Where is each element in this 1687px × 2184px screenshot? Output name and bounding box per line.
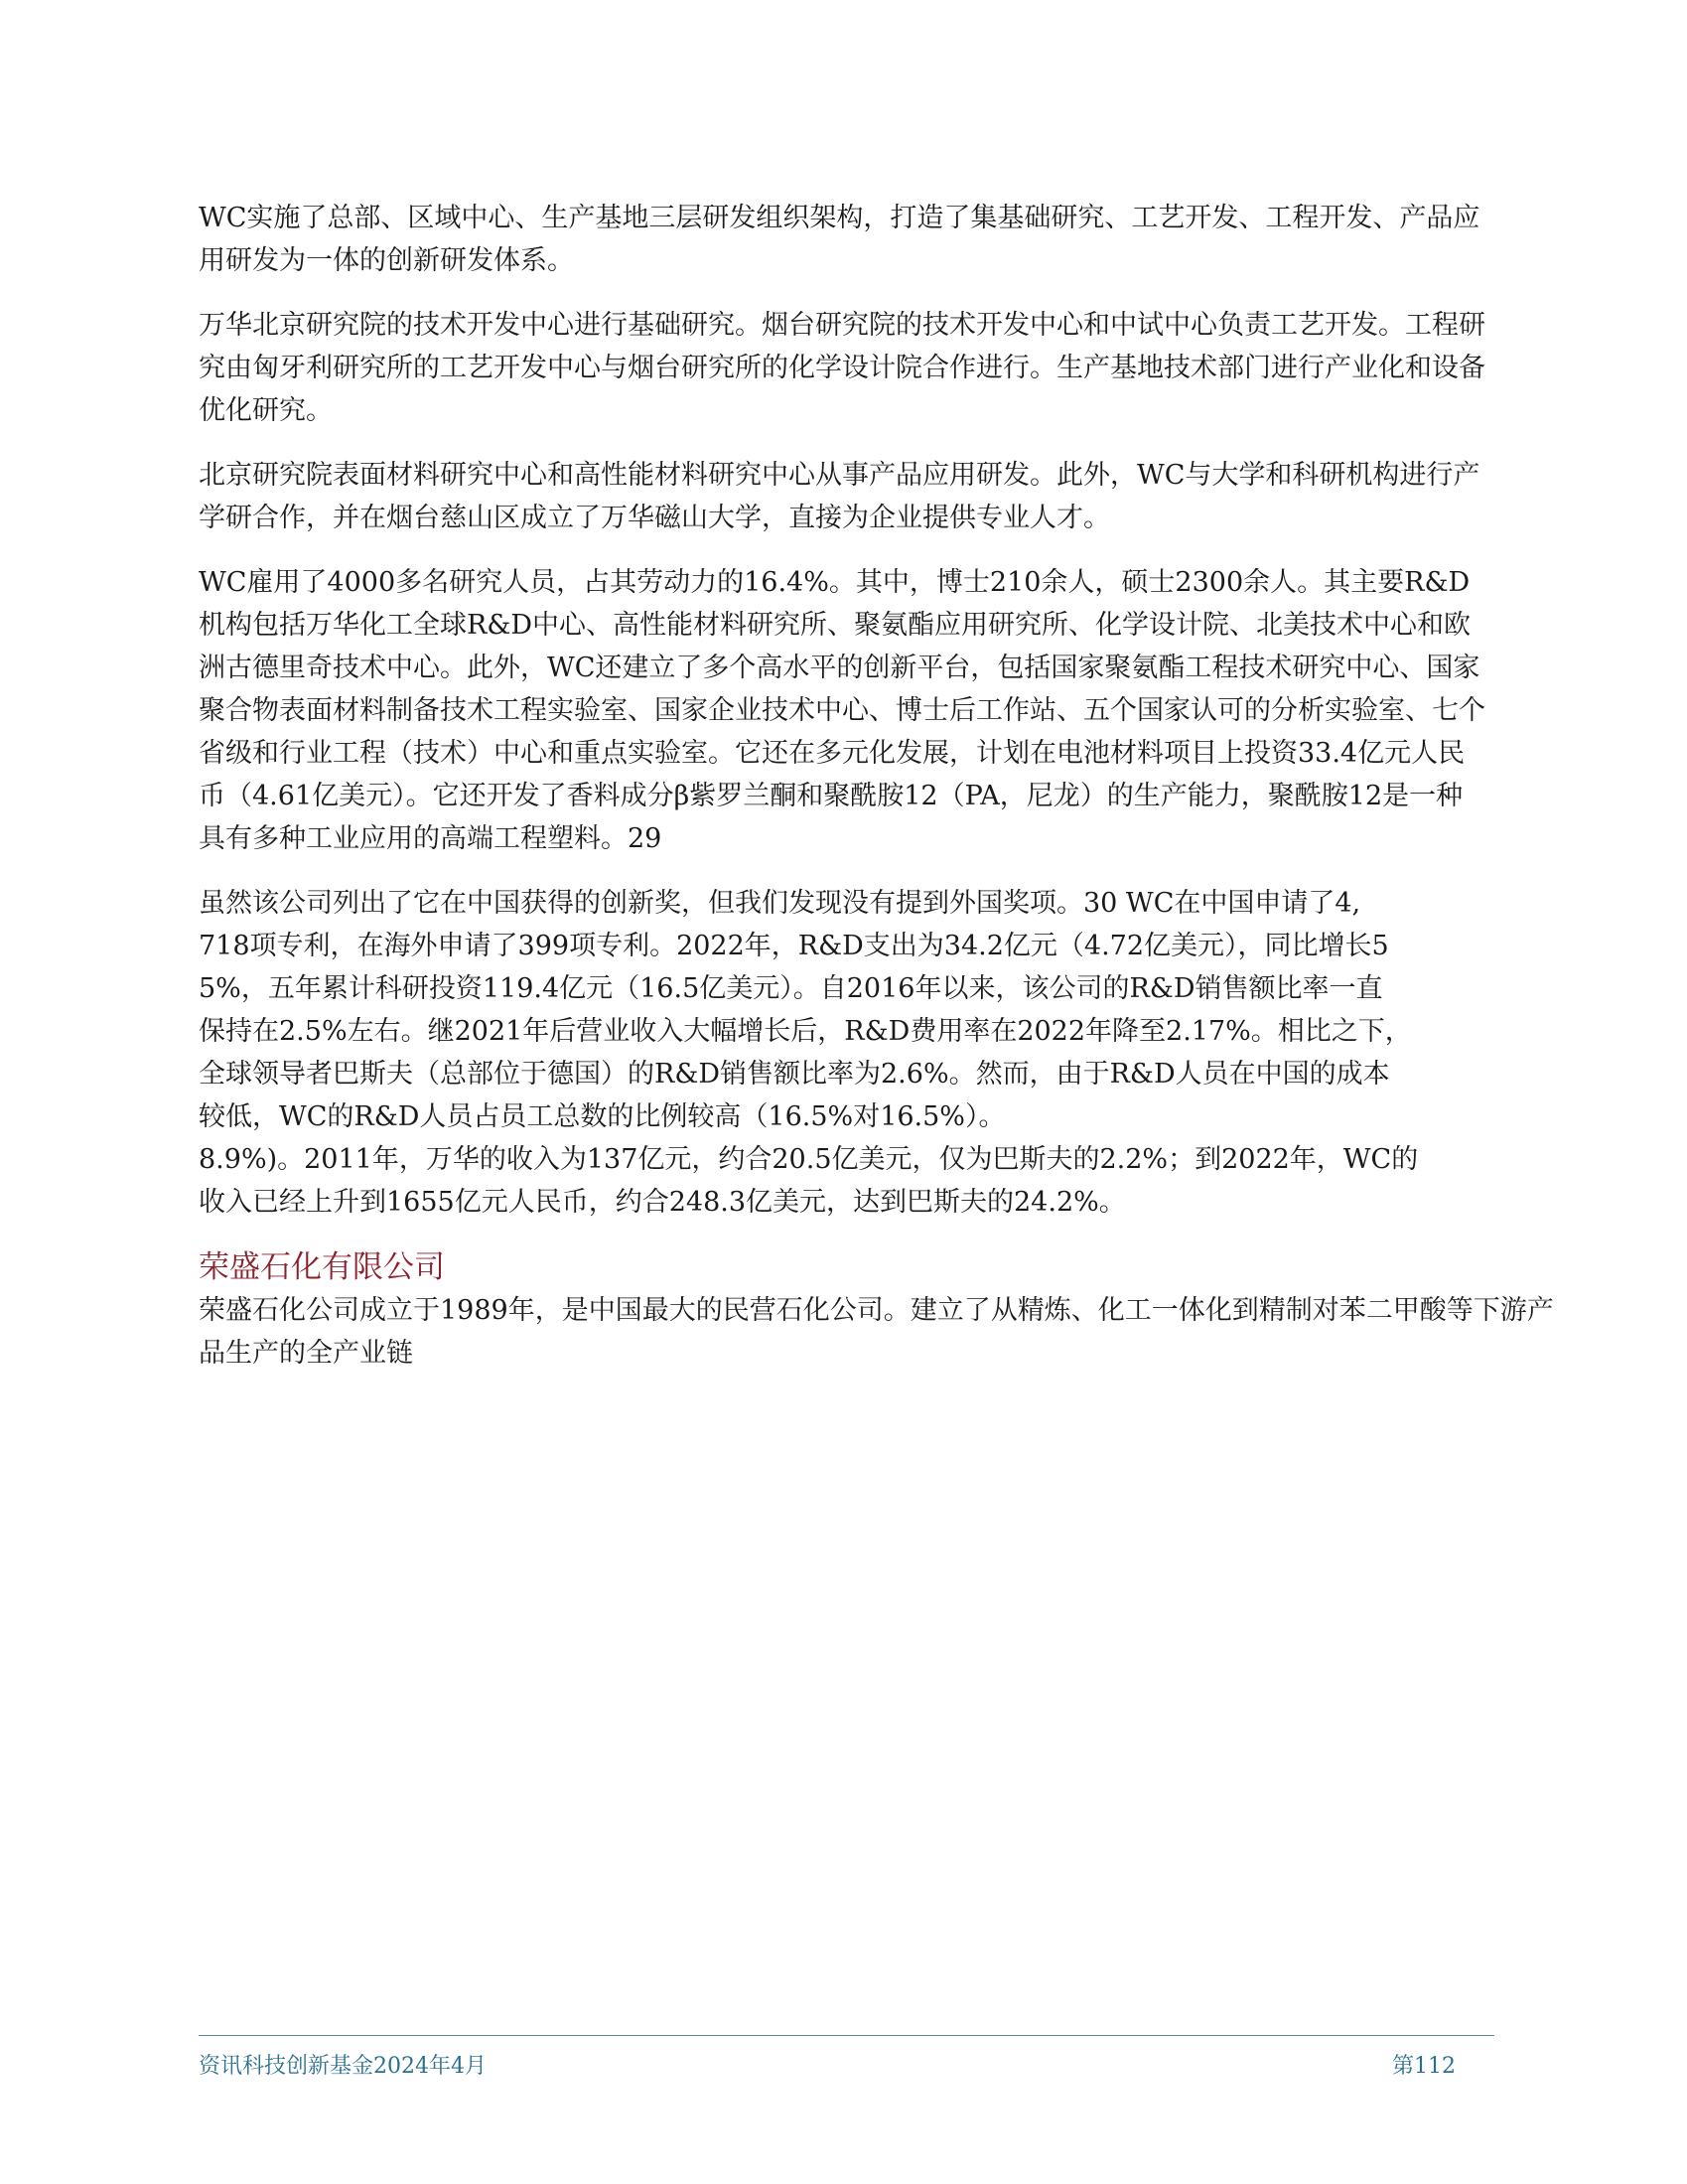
page-number: 第112 — [1392, 2054, 1456, 2079]
paragraph-research-staff: WC雇用了4000多名研究人员，占其劳动力的16.4%。其中，博士210余人，硕士2300余人。其主要R&D机构包括万华化工全球R&D中心、高性能材料研究所、聚氨酯应用研究所、化学设计院、北美技术中心和欧洲古德里奇技术中心。此外，WC还建立了多个高水平的创新平台，包括国家聚氨酯工程技术研究中心、国家聚合物表面材料制备技术工程实验室、国家企业技术中心、博士后工作站、五个国家认可的分析实验室、七个省级和行业工程（技术）中心和重点实验室。它还在多元化发展，计划在电池材料项目上投资33.4亿元人民币（4.61亿美元）。它还开发了香料成分β紫罗兰酮和聚酰胺12（PA，尼龙）的生产能力，聚酰胺12是一种具有多种工业应用的高端工程塑料。29 — [199, 567, 1485, 854]
paragraph-applied-research: 北京研究院表面材料研究中心和高性能材料研究中心从事产品应用研发。此外，WC与大学和科研机构进行产学研合作，并在烟台慈山区成立了万华磁山大学，直接为企业提供专业人才。 — [199, 460, 1480, 533]
footer-divider — [199, 2035, 1494, 2036]
section-body-paragraph: 荣盛石化公司成立于1989年，是中国最大的民营石化公司。建立了从精炼、化工一体化到精制对苯二甲酸等下游产品生产的全产业链 — [199, 1295, 1554, 1369]
text-line: 保持在2.5%左右。继2021年后营业收入大幅增长后，R&D费用率在2022年降至2.17%。相比之下， — [199, 1016, 1412, 1047]
main-content — [199, 197, 1554, 1375]
text-line: 8.9%)。2011年，万华的收入为137亿元，约合20.5亿美元，仅为巴斯夫的2.2%；到2022年，WC的 — [199, 1144, 1419, 1175]
text-line: 全球领导者巴斯夫（总部位于德国）的R&D销售额比率为2.6%。然而，由于R&D人员在中国的成本 — [199, 1059, 1390, 1090]
footer-publication: 资讯科技创新基金2024年4月 — [199, 2054, 487, 2079]
text-line: 较低，WC的R&D人员占员工总数的比例较高（16.5%对16.5%）。 — [199, 1101, 1006, 1132]
text-line: 虽然该公司列出了它在中国获得的创新奖，但我们发现没有提到外国奖项。30 WC在中国申请了4, — [199, 888, 1361, 919]
paragraph-research-institutes: 万华北京研究院的技术开发中心进行基础研究。烟台研究院的技术开发中心和中试中心负责工艺开发。工程研究由匈牙利研究所的工艺开发中心与烟台研究所的化学设计院合作进行。生产基地技术部门进行产业化和设备优化研究。 — [199, 310, 1485, 426]
text-line: 收入已经上升到1655亿元人民币，约合248.3亿美元，达到巴斯夫的24.2%。 — [199, 1187, 1126, 1218]
section-heading: 荣盛石化有限公司 — [199, 1249, 445, 1285]
text-line: 5%，五年累计科研投资119.4亿元（16.5亿美元）。自2016年以来，该公司的R&D销售额比率一直 — [199, 973, 1383, 1004]
text-line: 718项专利，在海外申请了399项专利。2022年，R&D支出为34.2亿元（4.72亿美元），同比增长5 — [199, 931, 1389, 961]
paragraph-patents-rd-spending — [199, 882, 1499, 1224]
paragraph-rd-structure: WC实施了总部、区域中心、生产基地三层研发组织架构，打造了集基础研究、工艺开发、工程开发、产品应用研发为一体的创新研发体系。 — [199, 203, 1480, 276]
